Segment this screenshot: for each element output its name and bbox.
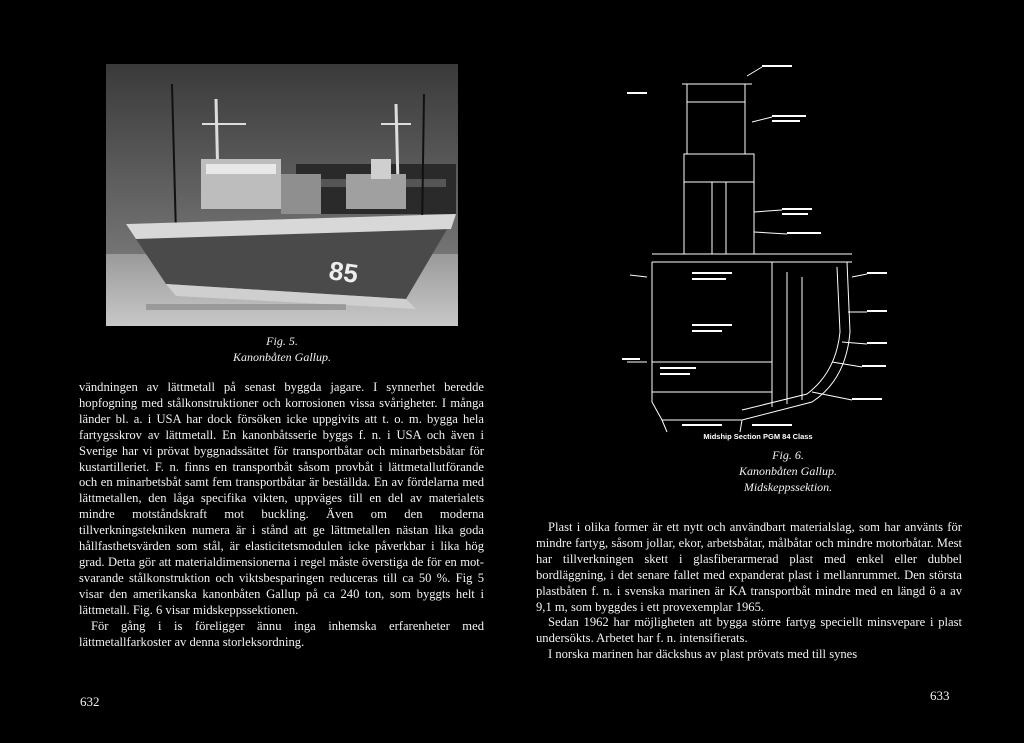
right-body-text xyxy=(536,520,962,663)
right-paragraph-3: I norska marinen har däckshus av plast prövats med till synes xyxy=(548,647,858,662)
hull-number: 85 xyxy=(327,255,360,289)
right-paragraph-2: Sedan 1962 har möjligheten att bygga större fartyg speciellt minsvepare i plast undersökts. Arbetet har f. n. intensifierats. xyxy=(536,615,962,646)
gunboat-photo xyxy=(106,64,458,326)
page-number-left: 632 xyxy=(80,694,100,709)
left-paragraph-2: För gång i is föreligger ännu inga inhemska erfarenheter med lättmetallfarkoster av denna storleksordning. xyxy=(79,618,484,649)
figure-6-caption xyxy=(698,447,878,495)
right-paragraph-1: Plast i olika former är ett nytt och användbart materialslag, som har använts för mindre fartyg, såsom jollar, ekor, arbetsbåtar, målbåtar och mindre motorbåtar. Mest har tillverkningen skett i glasfiberarmerad plast med enkel eller dubbel bordläggning, i det senare fallet med expanderat plast i mellanrummet. Den största plastbåten f. n. i svenska marinen är KA transportbåt mindre med en längd ö a av 9,1 m, som byggdes i ett provexemplar 1965. xyxy=(536,520,962,614)
figure-5-title: Kanonbåten Gallup. xyxy=(233,350,331,364)
drawing-title: Midship Section PGM 84 Class xyxy=(703,432,813,441)
left-paragraph-1: vändningen av lättmetall på senast byggda jagare. I synnerhet beredde hopfogning med stålkonstruktioner och korrosionen vissa svårigheter. I många länder bl. a. i USA har dock försöken icke uppgivits att t. o. m. bygga hela fartygsskrov av lättmetall. En kanonbåtsserie byggs f. n. i USA och även i Sverige har vi prövat byggnadssättet för transportbåtar och minarbetsbåtar för kustartilleriet. F. n. finns en transportbåt såsom provbåt i lättmetallutförande och en minarbetsbåt samt fem transportbåtar är beställda. En av fördelarna med lättmetallen, den låga specifika vikten, uppväges till en del av materialets mindre motståndskraft mot buckling. Även om den moderna tillverkningstekniken numera är i stånd att ge lättmetallen nästan lika goda hållfasthetsvärden som stål, är elasticitetsmodulen icke påverkbar i lika hög grad. Detta gör att materialdimensionerna i regel måste överstiga de för en motsvarande stålkonstruktion och viktsbesparingen reduceras till ca 50 %. Fig 5 visar den amerikanska kanonbåten Gallup på ca 240 ton, som byggts helt i lättmetall. Fig. 6 visar midskeppssektionen. xyxy=(79,380,484,617)
figure-5-label: Fig. 5. xyxy=(266,334,298,348)
midship-section-drawing xyxy=(622,62,892,460)
figure-6-label: Fig. 6. xyxy=(772,448,804,462)
figure-6-title: Kanonbåten Gallup. Midskeppssektion. xyxy=(739,464,837,494)
figure-5-caption xyxy=(232,333,332,365)
page-number-right: 633 xyxy=(930,688,950,703)
left-body-text xyxy=(79,380,484,650)
right-page xyxy=(512,0,1024,743)
